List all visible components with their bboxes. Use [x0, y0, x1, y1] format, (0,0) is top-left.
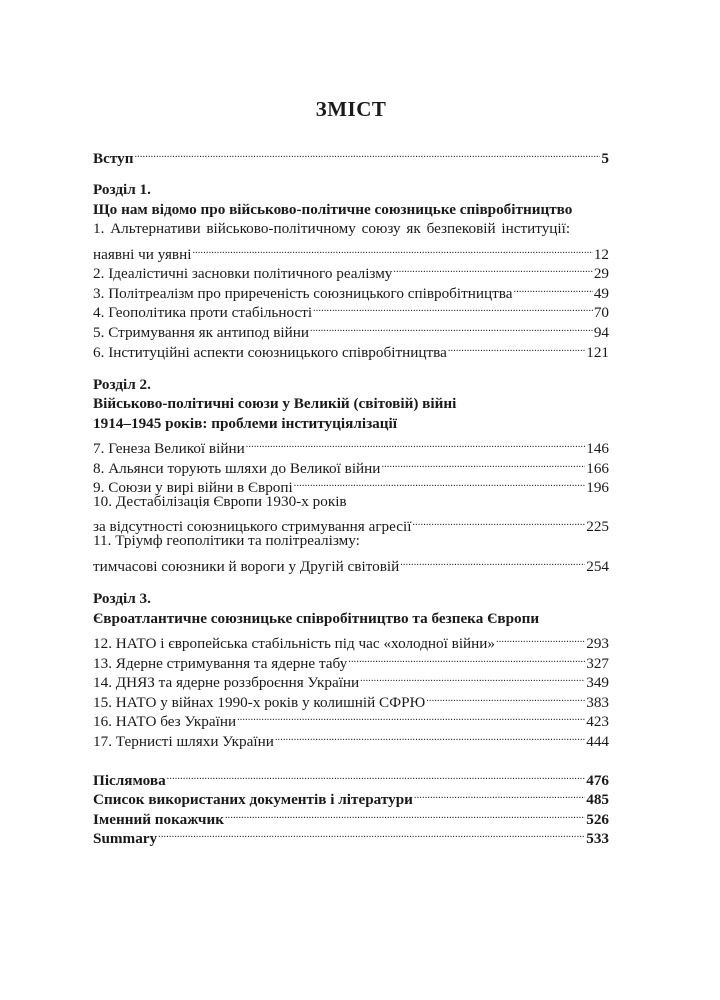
dot-leader	[393, 258, 592, 278]
dot-leader	[400, 551, 585, 571]
entry-page-number: 70	[593, 304, 609, 321]
dot-leader	[313, 297, 593, 317]
entry-label: 6. Інституційні аспекти союзницького співробітництва	[93, 344, 447, 361]
section-1-subtitle: Що нам відомо про військово-політичне союзницьке співробітництво	[93, 201, 573, 218]
toc-entry-10[interactable]	[93, 511, 609, 535]
dot-leader	[134, 143, 600, 163]
dot-leader	[426, 687, 585, 707]
entry-label: 8. Альянси торують шляхи до Великої війни	[93, 460, 381, 477]
toc-entry-3[interactable]	[93, 278, 609, 302]
entry-label: 13. Ядерне стримування та ядерне табу	[93, 655, 348, 672]
entry-label: Список використаних документів і літератури	[93, 791, 413, 808]
toc-entry-2[interactable]	[93, 258, 609, 282]
toc-entry-5[interactable]	[93, 317, 609, 341]
toc-entry-9[interactable]	[93, 472, 609, 496]
entry-page-number: 225	[586, 518, 609, 535]
dot-leader	[246, 433, 586, 453]
entry-label: тимчасові союзники й вороги у Другій світовій	[93, 558, 400, 575]
toc-entry-12[interactable]	[93, 628, 609, 652]
toc-entry-10-line1[interactable]: 10. Дестабілізація Європи 1930-х років	[93, 493, 347, 510]
section-2-heading: Розділ 2.	[93, 376, 151, 393]
dot-leader	[237, 706, 585, 726]
toc-entry-name-index[interactable]	[93, 804, 609, 828]
entry-label: 17. Тернисті шляхи України	[93, 733, 274, 750]
entry-page-number: 5	[601, 150, 609, 167]
dot-leader	[294, 472, 585, 492]
entry-page-number: 196	[586, 479, 609, 496]
entry-label: 14. ДНЯЗ та ядерне роззброєння України	[93, 674, 360, 691]
entry-label: 16. НАТО без України	[93, 713, 237, 730]
entry-label: 12. НАТО і європейська стабільність під час «холодної війни»	[93, 635, 496, 652]
dot-leader	[192, 239, 592, 259]
entry-page-number: 533	[586, 830, 609, 847]
entry-page-number: 423	[586, 713, 609, 730]
dot-leader	[514, 278, 593, 298]
entry-page-number: 476	[586, 772, 609, 789]
toc-entry-6[interactable]	[93, 337, 609, 361]
entry-label: Іменний покажчик	[93, 811, 224, 828]
dot-leader	[381, 453, 585, 473]
toc-entry-14[interactable]	[93, 667, 609, 691]
entry-page-number: 444	[586, 733, 609, 750]
entry-page-number: 29	[593, 265, 609, 282]
entry-label: Післямова	[93, 772, 166, 789]
dot-leader	[275, 726, 585, 746]
toc-entry-17[interactable]	[93, 726, 609, 750]
entry-page-number: 293	[586, 635, 609, 652]
dot-leader	[414, 784, 585, 804]
toc-entry-afterword[interactable]	[93, 765, 609, 789]
entry-page-number: 327	[586, 655, 609, 672]
dot-leader	[448, 337, 585, 357]
entry-label: 15. НАТО у війнах 1990-х років у колишній СФРЮ	[93, 694, 426, 711]
toc-entry-11-line1[interactable]: 11. Тріумф геополітики та політреалізму:	[93, 532, 360, 549]
toc-entry-bibliography[interactable]	[93, 784, 609, 808]
toc-entry-7[interactable]	[93, 433, 609, 457]
entry-label: за відсутності союзницького стримування агресії	[93, 518, 412, 535]
entry-label: 3. Політреалізм про приреченість союзницького співробітництва	[93, 285, 513, 302]
toc-entry-16[interactable]	[93, 706, 609, 730]
toc-entry-4[interactable]	[93, 297, 609, 321]
section-3-subtitle: Євроатлантичне союзницьке співробітництво та безпека Європи	[93, 610, 540, 627]
toc-entry-11[interactable]	[93, 551, 609, 575]
entry-page-number: 383	[586, 694, 609, 711]
entry-page-number: 121	[586, 344, 609, 361]
entry-label: Summary	[93, 830, 158, 847]
entry-page-number: 485	[586, 791, 609, 808]
entry-page-number: 166	[586, 460, 609, 477]
entry-page-number: 12	[593, 246, 609, 263]
toc-entry-15[interactable]	[93, 687, 609, 711]
entry-page-number: 526	[586, 811, 609, 828]
entry-page-number: 49	[593, 285, 609, 302]
dot-leader	[167, 765, 586, 785]
dot-leader	[158, 823, 585, 843]
entry-label: Вступ	[93, 150, 134, 167]
entry-page-number: 349	[586, 674, 609, 691]
entry-label: 7. Генеза Великої війни	[93, 440, 245, 457]
page-title: ЗМІСТ	[315, 97, 387, 121]
dot-leader	[496, 628, 585, 648]
dot-leader	[412, 511, 585, 531]
entry-page-number: 94	[593, 324, 609, 341]
toc-entry-13[interactable]	[93, 648, 609, 672]
section-3-heading: Розділ 3.	[93, 590, 151, 607]
entry-label: 4. Геополітика проти стабільності	[93, 304, 313, 321]
toc-entry-1[interactable]	[93, 239, 609, 263]
entry-label: 5. Стримування як антипод війни	[93, 324, 309, 341]
toc-entry-1-line1[interactable]	[93, 219, 609, 239]
dot-leader	[225, 804, 585, 824]
section-2-subtitle-line1: Військово-політичні союзи у Великій (світовій) війні	[93, 395, 457, 412]
dot-leader	[348, 648, 585, 668]
entry-label: 2. Ідеалістичні засновки політичного реалізму	[93, 265, 393, 282]
entry-label-line1: 1. Альтернативи військово-політичному союзу як безпековій інституції:	[93, 220, 571, 237]
toc-entry-intro[interactable]	[93, 143, 609, 167]
entry-page-number: 254	[586, 558, 609, 575]
toc-entry-summary[interactable]	[93, 823, 609, 847]
section-1-heading: Розділ 1.	[93, 181, 151, 198]
entry-label: 9. Союзи у вирі війни в Європі	[93, 479, 293, 496]
dot-leader	[360, 667, 585, 687]
dot-leader	[310, 317, 593, 337]
entry-label: наявні чи уявні	[93, 246, 192, 263]
entry-page-number: 146	[586, 440, 609, 457]
toc-entry-8[interactable]	[93, 453, 609, 477]
section-2-subtitle-line2: 1914–1945 років: проблеми інституціялізації	[93, 415, 397, 432]
